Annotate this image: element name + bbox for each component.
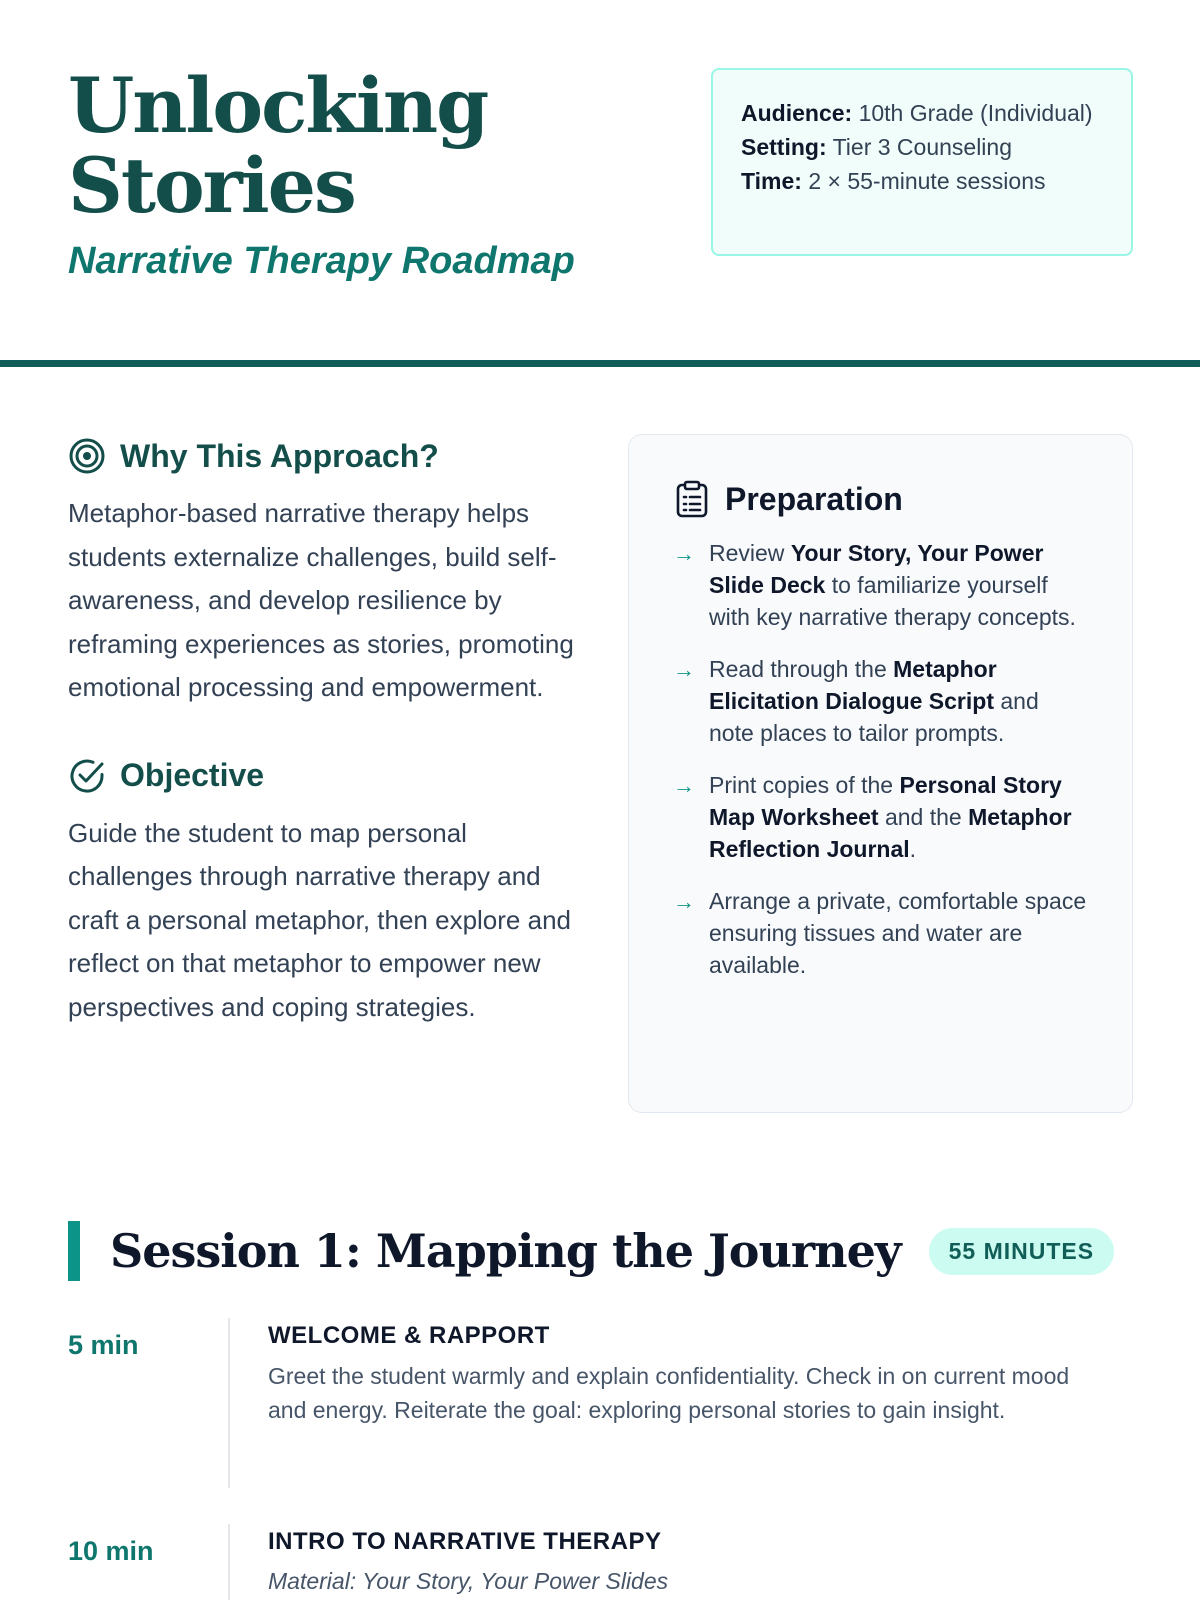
timeline-line: [228, 1318, 230, 1488]
prep-item-post: to familiarize yourself with key narrative therapy concepts.: [709, 572, 1076, 630]
prep-item-bold: Personal Story Map Worksheet: [709, 772, 1062, 830]
why-heading: Why This Approach?: [120, 437, 439, 474]
arrow-right-icon: →: [673, 657, 695, 682]
page-title: [68, 61, 488, 230]
prep-item-mid: and the: [878, 804, 969, 830]
audience-value: 10th Grade (Individual): [858, 100, 1093, 126]
step-material: Material: Your Story, Your Power Slides: [268, 1568, 669, 1594]
prep-item-bold: Metaphor Elicitation Dialogue Script: [709, 656, 997, 714]
time-row: [741, 164, 1103, 198]
why-heading-row: [68, 432, 588, 480]
prep-item-pre: Review: [709, 540, 791, 566]
step-description: Greet the student warmly and explain confidentiality. Check in on current mood and energy. Reiterate the goal: exploring personal stories to gain insight.: [268, 1363, 1070, 1423]
left-column: [68, 432, 588, 1029]
setting-row: [741, 130, 1103, 164]
timeline-line: [228, 1524, 230, 1600]
prep-item-pre: Arrange a private, comfortable space ensuring tissues and water are available.: [709, 888, 1087, 978]
prep-item-text: [709, 885, 1088, 981]
prep-item: [673, 769, 1088, 865]
prep-item-bold-2: Metaphor Reflection Journal: [709, 804, 1072, 862]
arrow-right-icon: →: [673, 773, 695, 798]
step-title: INTRO TO NARRATIVE THERAPY: [268, 1528, 662, 1555]
header-divider: [0, 360, 1200, 367]
time-value: 2 × 55-minute sessions: [808, 168, 1046, 194]
session-1-header: [68, 1221, 1114, 1281]
step-time: 10 min: [68, 1536, 154, 1566]
prep-item-text: [709, 653, 1088, 749]
why-text: Metaphor-based narrative therapy helps students externalize challenges, build self-awareness, and develop resilience by reframing experiences as stories, promoting emotional processing and empowerment.: [68, 498, 574, 702]
setting-label: Setting:: [741, 134, 827, 160]
target-icon: [68, 437, 106, 475]
session-1-title: Session 1: Mapping the Journey: [110, 1224, 901, 1278]
preparation-heading-row: [673, 475, 1088, 523]
audience-label: Audience:: [741, 100, 853, 126]
page-subtitle: Narrative Therapy Roadmap: [68, 240, 575, 282]
prep-item-text: [709, 537, 1088, 633]
timeline-step: [68, 1524, 1138, 1600]
prep-item: [673, 885, 1088, 981]
title-line-2: Stories: [68, 141, 355, 230]
preparation-card: [628, 434, 1133, 1113]
info-box: [711, 68, 1133, 256]
timeline-step: [68, 1318, 1138, 1488]
step-body: [268, 1318, 1088, 1427]
prep-item-post: .: [909, 836, 917, 862]
session-accent-bar: [68, 1221, 80, 1281]
time-label: Time:: [741, 168, 802, 194]
objective-heading: Objective: [120, 757, 265, 793]
clipboard-icon: [673, 480, 711, 518]
preparation-list: [673, 537, 1088, 981]
prep-item-bold: Your Story, Your Power Slide Deck: [709, 540, 1044, 598]
arrow-right-icon: →: [673, 889, 695, 914]
duration-badge: 55 MINUTES: [929, 1228, 1114, 1275]
objective-heading-row: [68, 752, 588, 800]
setting-value: Tier 3 Counseling: [832, 134, 1013, 160]
objective-text: Guide the student to map personal challenges through narrative therapy and craft a personal metaphor, then explore and reflect on that metaphor to empower new perspectives and coping strategies.: [68, 817, 571, 1022]
step-body: [268, 1524, 1088, 1595]
prep-item-pre: Read through the: [709, 656, 894, 682]
audience-row: [741, 96, 1103, 130]
prep-item: [673, 537, 1088, 633]
title-line-1: Unlocking: [68, 61, 488, 150]
prep-item: [673, 653, 1088, 749]
prep-item-post: and note places to tailor prompts.: [709, 688, 1039, 746]
check-circle-icon: [68, 757, 106, 795]
step-time: 5 min: [68, 1330, 139, 1360]
arrow-right-icon: →: [673, 541, 695, 566]
preparation-heading: Preparation: [725, 480, 903, 517]
prep-item-pre: Print copies of the: [709, 772, 900, 798]
step-title: WELCOME & RAPPORT: [268, 1322, 550, 1349]
page-header: [0, 0, 1200, 368]
prep-item-text: [709, 769, 1088, 865]
